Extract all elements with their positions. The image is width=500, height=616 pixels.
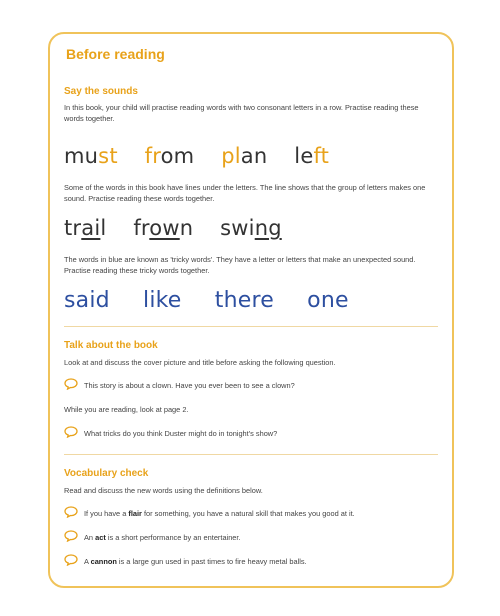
page-title: Before reading xyxy=(66,46,165,62)
vocab-intro-wrap xyxy=(64,485,438,496)
section-divider xyxy=(64,454,438,455)
tricky-word: like xyxy=(143,288,182,313)
underline-explanation: Some of the words in this book have lines under the letters. The line shows that the group of letters makes one sound. Practise reading these words together. xyxy=(64,183,426,203)
say-sounds-intro-wrap xyxy=(64,102,438,124)
talk-mid: While you are reading, look at page 2. xyxy=(64,405,189,414)
vocab-item-cannon xyxy=(64,556,438,567)
talk-mid-wrap xyxy=(64,404,438,415)
word-frown: frown xyxy=(133,216,194,240)
say-sounds-heading: Say the sounds xyxy=(64,86,138,97)
tricky-word: there xyxy=(214,288,274,313)
vocab-item-text: An act is a short performance by an entertainer. xyxy=(84,533,241,542)
tricky-explanation: The words in blue are known as 'tricky words'. They have a letter or letters that make an unexpected sound. Practise reading these tricky words together. xyxy=(64,255,416,275)
vocab-item-text: If you have a flair for something, you have a natural skill that makes you good at it. xyxy=(84,509,355,518)
speech-bubble-icon xyxy=(64,378,78,390)
word-trail: trail xyxy=(64,216,107,240)
question-1-text: This story is about a clown. Have you ever been to see a clown? xyxy=(84,381,295,390)
tricky-explanation-wrap xyxy=(64,254,438,276)
tricky-word: said xyxy=(64,288,110,313)
speech-bubble-icon xyxy=(64,426,78,438)
question-2 xyxy=(64,428,438,439)
word-must: must xyxy=(64,144,118,168)
question-2-text: What tricks do you think Duster might do in tonight's show? xyxy=(84,429,278,438)
speech-bubble-icon xyxy=(64,506,78,518)
vocab-heading-wrap xyxy=(64,468,438,479)
vocab-heading: Vocabulary check xyxy=(64,468,149,479)
word-from: from xyxy=(144,144,195,168)
vocab-item-flair xyxy=(64,508,438,519)
words-digraphs xyxy=(64,216,438,240)
speech-bubble-icon xyxy=(64,530,78,542)
vocab-intro: Read and discuss the new words using the definitions below. xyxy=(64,486,263,495)
say-sounds-intro: In this book, your child will practise reading words with two consonant letters in a row. Practise reading these words together. xyxy=(64,103,419,123)
vocab-item-text: A cannon is a large gun used in past times to fire heavy metal balls. xyxy=(84,557,307,566)
talk-heading-wrap xyxy=(64,340,438,351)
words-consonant-blends xyxy=(64,144,438,168)
before-reading-card xyxy=(48,32,454,588)
say-sounds-heading-wrap xyxy=(64,86,438,97)
word-left: left xyxy=(294,144,330,168)
tricky-word: one xyxy=(307,288,349,313)
tricky-words xyxy=(64,288,438,313)
word-swing: swing xyxy=(220,216,282,240)
section-divider xyxy=(64,326,438,327)
speech-bubble-icon xyxy=(64,554,78,566)
word-plan: plan xyxy=(221,144,268,168)
underline-explanation-wrap xyxy=(64,182,438,204)
talk-heading: Talk about the book xyxy=(64,340,158,351)
question-1 xyxy=(64,380,438,391)
talk-intro: Look at and discuss the cover picture and title before asking the following question. xyxy=(64,358,336,367)
vocab-item-act xyxy=(64,532,438,543)
talk-intro-wrap xyxy=(64,357,438,368)
